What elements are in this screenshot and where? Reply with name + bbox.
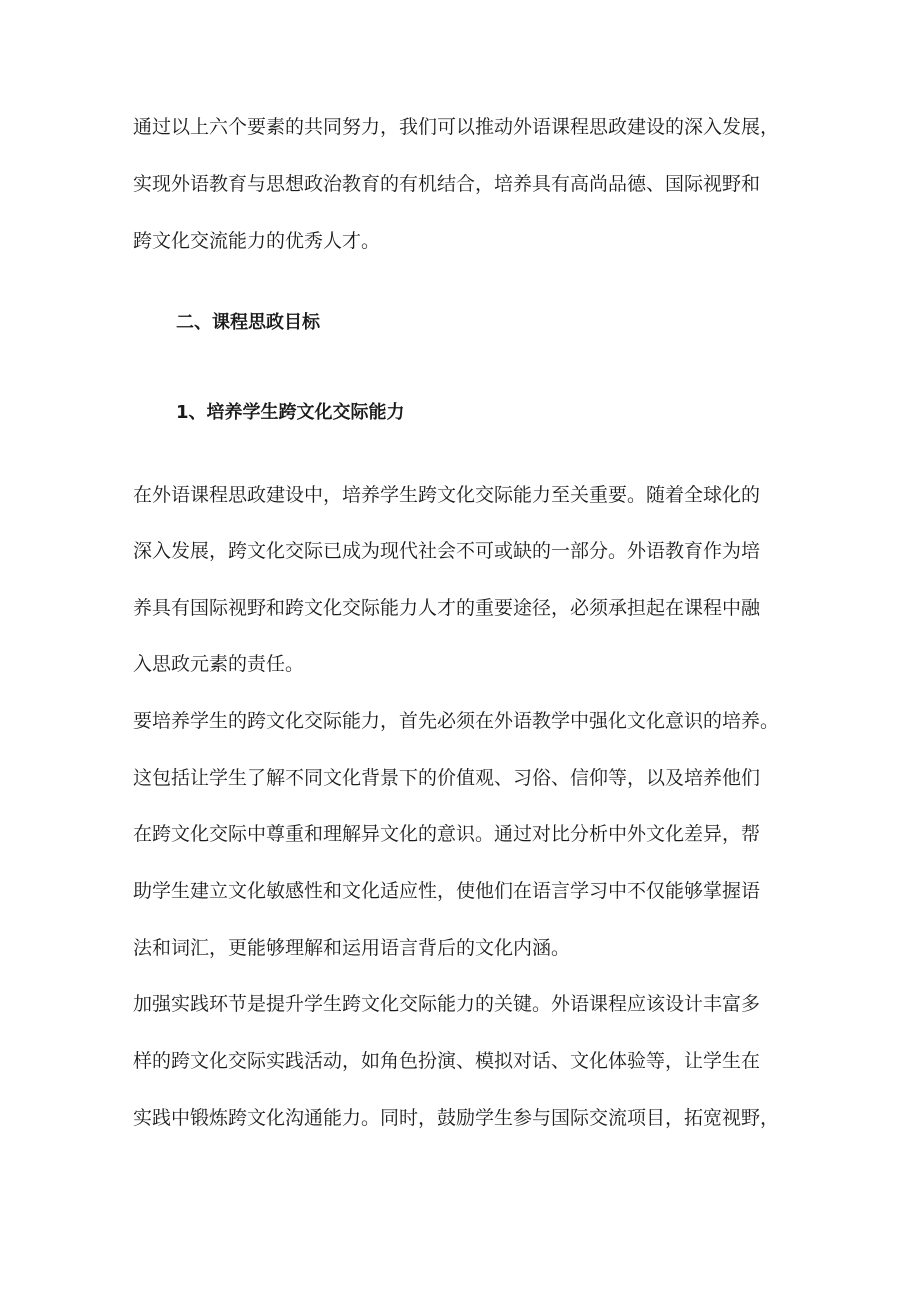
paragraph-1-line-1: 在外语课程思政建设中，培养学生跨文化交际能力至关重要。随着全球化的 — [133, 484, 761, 506]
paragraph-2-line-2: 这包括让学生了解不同文化背景下的价值观、习俗、信仰等，以及培养他们 — [133, 767, 761, 789]
paragraph-1-line-2: 深入发展，跨文化交际已成为现代社会不可或缺的一部分。外语教育作为培 — [133, 540, 761, 562]
paragraph-1-line-4: 入思政元素的责任。 — [133, 653, 305, 675]
paragraph-intro-line-1: 通过以上六个要素的共同努力，我们可以推动外语课程思政建设的深入发展， — [133, 116, 780, 138]
paragraph-3-line-2: 样的跨文化交际实践活动，如角色扮演、模拟对话、文化体验等，让学生在 — [133, 1050, 761, 1072]
section-heading: 二、课程思政目标 — [176, 312, 320, 333]
paragraph-2-line-3: 在跨文化交际中尊重和理解异文化的意识。通过对比分析中外文化差异，帮 — [133, 823, 761, 845]
paragraph-intro-line-3: 跨文化交流能力的优秀人才。 — [133, 230, 381, 252]
paragraph-3-line-1: 加强实践环节是提升学生跨文化交际能力的关键。外语课程应该设计丰富多 — [133, 993, 761, 1015]
paragraph-intro-line-2: 实现外语教育与思想政治教育的有机结合，培养具有高尚品德、国际视野和 — [133, 173, 761, 195]
paragraph-2-line-1: 要培养学生的跨文化交际能力，首先必须在外语教学中强化文化意识的培养。 — [133, 710, 780, 732]
paragraph-3-line-3: 实践中锻炼跨文化沟通能力。同时，鼓励学生参与国际交流项目，拓宽视野， — [133, 1107, 780, 1129]
subsection-heading: 1、培养学生跨文化交际能力 — [176, 402, 405, 423]
paragraph-1-line-3: 养具有国际视野和跨文化交际能力人才的重要途径，必须承担起在课程中融 — [133, 597, 761, 619]
paragraph-2-line-5: 法和词汇，更能够理解和运用语言背后的文化内涵。 — [133, 937, 571, 959]
paragraph-2-line-4: 助学生建立文化敏感性和文化适应性，使他们在语言学习中不仅能够掌握语 — [133, 880, 761, 902]
